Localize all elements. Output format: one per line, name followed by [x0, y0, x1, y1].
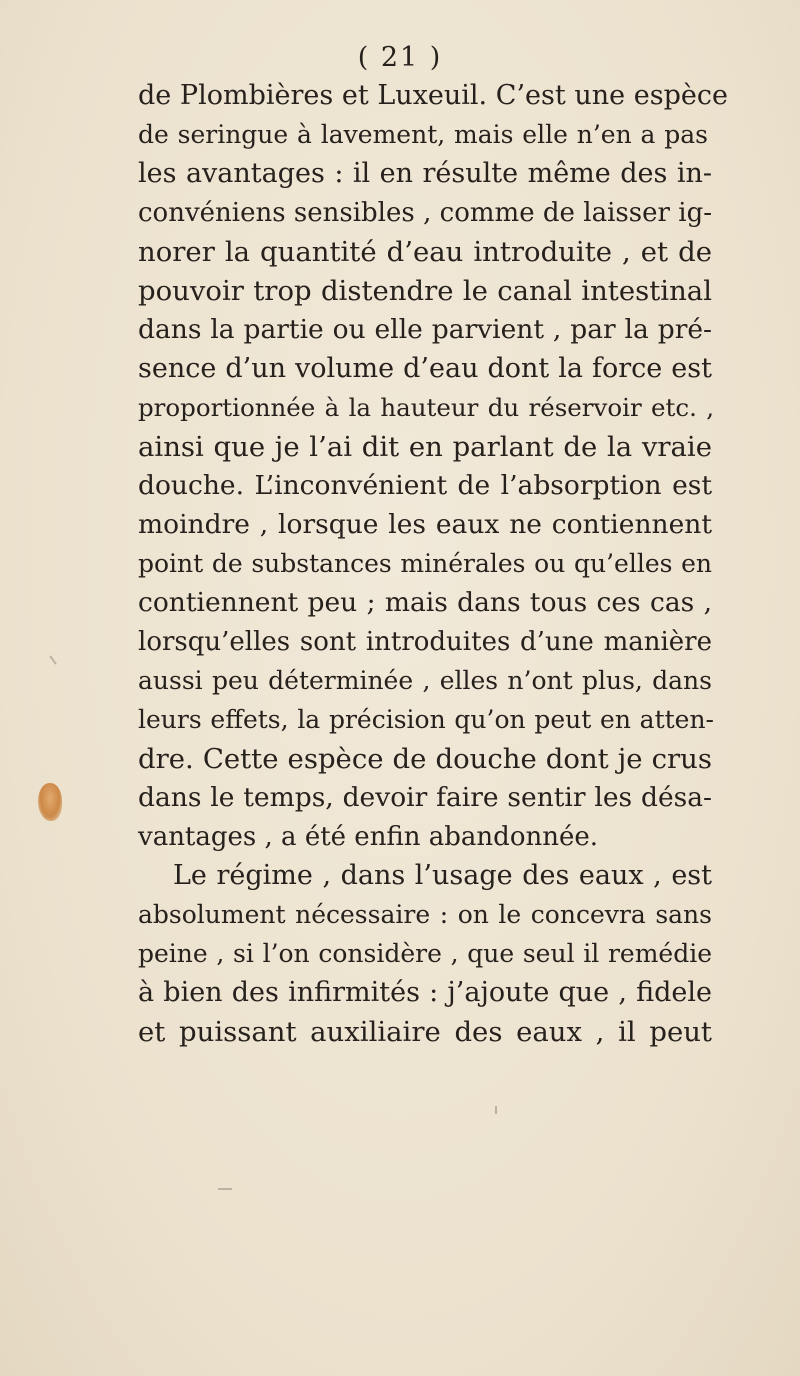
page-number: ( 21 ): [357, 42, 443, 73]
text-line: ainsi que je l’ai dit en parlant de la vraie: [138, 431, 712, 463]
text-line: Le régime , dans l’usage des eaux , est: [173, 860, 712, 891]
text-line: absolument nécessaire : on le concevra sans: [138, 900, 712, 929]
text-line: aussi peu déterminée , elles n’ont plus, dans: [138, 666, 712, 695]
text-line: point de substances minérales ou qu’elles en: [138, 549, 712, 578]
text-line: moindre , lorsque les eaux ne contiennent: [138, 509, 712, 540]
text-line: dans le temps, devoir faire sentir les désa-: [138, 782, 712, 813]
text-line: norer la quantité d’eau introduite , et de: [138, 236, 712, 268]
text-line: peine , si l’on considère , que seul il remédie: [138, 939, 712, 968]
text-line: leurs effets, la précision qu’on peut en atten-: [138, 705, 714, 734]
text-line: vantages , a été enfin abandonnée.: [138, 822, 599, 852]
text-line: sence d’un volume d’eau dont la force est: [138, 353, 712, 384]
paper-speck: [218, 1188, 232, 1190]
text-line: convéniens sensibles , comme de laisser ig-: [138, 198, 712, 228]
text-line: les avantages : il en résulte même des in-: [138, 158, 712, 189]
text-line: de Plombières et Luxeuil. C’est une espèce: [138, 80, 728, 111]
text-line: proportionnée à la hauteur du réservoir etc. ,: [138, 393, 714, 422]
text-line: lorsqu’elles sont introduites d’une manière: [138, 627, 712, 657]
text-line: contiennent peu ; mais dans tous ces cas ,: [138, 587, 712, 618]
text-line: dans la partie ou elle parvient , par la pré-: [138, 314, 712, 345]
text-line: pouvoir trop distendre le canal intestinal: [138, 275, 712, 307]
text-line: et puissant auxiliaire des eaux , il peut: [138, 1016, 712, 1048]
paper-speck: [495, 1106, 497, 1114]
foxing-stain: [38, 783, 62, 821]
text-line: à bien des infirmités : j’ajoute que , fidele: [138, 977, 712, 1008]
text-line: de seringue à lavement, mais elle n’en a pas: [138, 120, 708, 149]
paper-speck: [49, 655, 56, 664]
text-line: dre. Cette espèce de douche dont je crus: [138, 743, 712, 775]
text-line: douche. L’inconvénient de l’absorption est: [138, 470, 712, 501]
